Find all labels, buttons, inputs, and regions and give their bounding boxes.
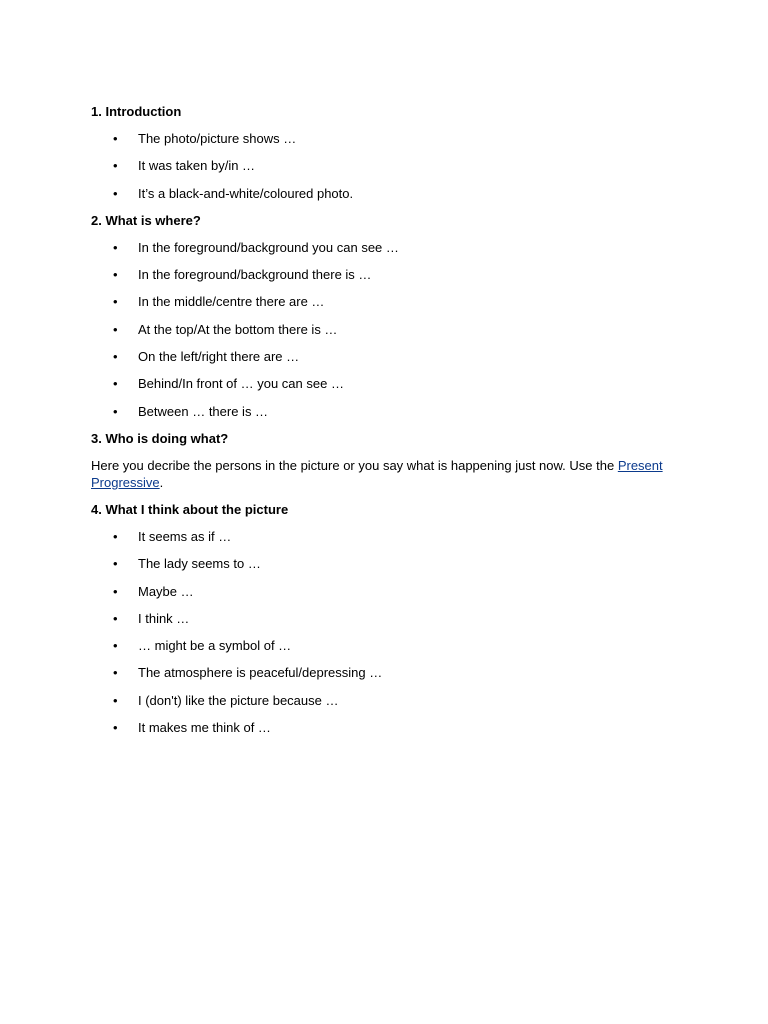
list-item — [91, 375, 676, 392]
list-item — [91, 403, 676, 420]
list-item-text: In the middle/centre there are … — [138, 294, 325, 310]
list-item-text: Maybe … — [138, 583, 194, 599]
list-item — [91, 321, 676, 338]
list-item-text: Behind/In front of … you can see … — [138, 376, 344, 392]
bullet-icon: • — [113, 403, 118, 419]
section-heading-what-i-think: 4. What I think about the picture — [91, 501, 289, 517]
list-item — [91, 719, 676, 736]
list-item-text: I (don't) like the picture because … — [138, 692, 339, 708]
bullet-icon: • — [113, 294, 118, 310]
document-page — [91, 103, 676, 746]
list-item — [91, 293, 676, 310]
list-item-text: The photo/picture shows … — [138, 131, 297, 146]
list-item-text: Between … there is … — [138, 403, 269, 419]
list-item-text: … might be a symbol of … — [138, 638, 292, 654]
bullet-icon: • — [113, 692, 118, 708]
list-item — [91, 637, 676, 654]
bullet-icon: • — [113, 131, 118, 146]
bullet-icon: • — [113, 158, 118, 174]
paragraph-text: Here you decribe the persons in the picture or you say what is happening just now. Use the — [91, 457, 618, 473]
list-item-text: In the foreground/background there is … — [138, 267, 372, 283]
list-item — [91, 555, 676, 572]
list-item — [91, 266, 676, 283]
bullet-icon: • — [113, 267, 118, 283]
bullet-icon: • — [113, 349, 118, 365]
paragraph-text-end: . — [159, 474, 164, 490]
list-item-text: The lady seems to … — [138, 556, 261, 572]
list-item-text: It seems as if … — [138, 528, 232, 544]
section-heading-what-is-where: 2. What is where? — [91, 212, 201, 228]
list-item-text: I think … — [138, 610, 190, 626]
bullet-icon: • — [113, 528, 118, 544]
bullet-icon: • — [113, 239, 118, 255]
list-item-text: It makes me think of … — [138, 720, 271, 736]
bullet-icon: • — [113, 556, 118, 572]
list-item-text: In the foreground/background you can see … — [138, 239, 399, 255]
list-item — [91, 528, 676, 545]
present-progressive-link[interactable]: Present Progressive — [91, 457, 663, 490]
section-heading-introduction: 1. Introduction — [91, 104, 182, 119]
list-item — [91, 185, 676, 202]
list-item — [91, 239, 676, 256]
list-item-text: On the left/right there are … — [138, 349, 300, 365]
list-item-text: The atmosphere is peaceful/depressing … — [138, 665, 383, 681]
list-item — [91, 348, 676, 365]
list-item — [91, 692, 676, 709]
what-is-where-list — [91, 239, 676, 420]
list-item — [91, 130, 676, 147]
who-is-doing-what-paragraph — [91, 457, 676, 491]
list-item-text: At the top/At the bottom there is … — [138, 321, 338, 337]
bullet-icon: • — [113, 583, 118, 599]
list-item-text: It was taken by/in … — [138, 158, 256, 174]
bullet-icon: • — [113, 185, 118, 201]
bullet-icon: • — [113, 321, 118, 337]
bullet-icon: • — [113, 665, 118, 681]
what-i-think-list — [91, 528, 676, 736]
bullet-icon: • — [113, 376, 118, 392]
list-item — [91, 664, 676, 681]
list-item-text: It’s a black-and-white/coloured photo. — [138, 185, 354, 201]
section-heading-who-is-doing-what: 3. Who is doing what? — [91, 430, 229, 446]
introduction-list — [91, 130, 676, 202]
list-item — [91, 610, 676, 627]
list-item — [91, 157, 676, 174]
bullet-icon: • — [113, 720, 118, 736]
list-item — [91, 583, 676, 600]
bullet-icon: • — [113, 638, 118, 654]
bullet-icon: • — [113, 610, 118, 626]
